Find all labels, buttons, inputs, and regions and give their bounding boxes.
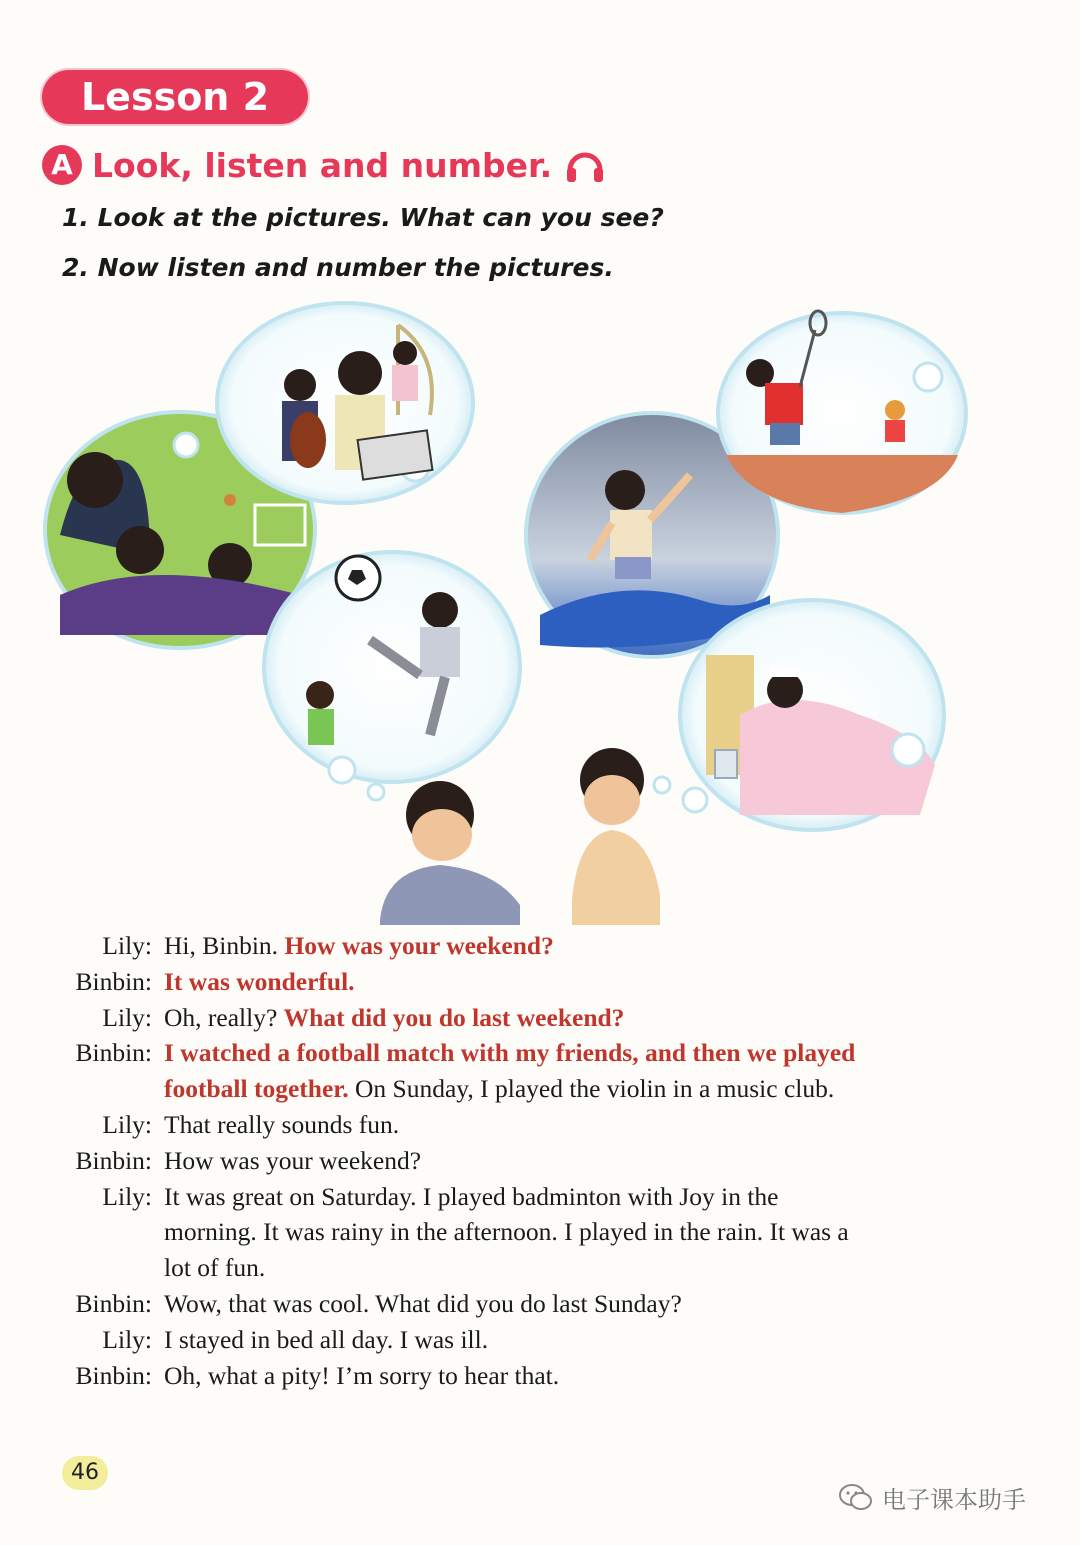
headphones-icon[interactable] (564, 144, 606, 186)
speaker: Lily: (102, 1002, 152, 1032)
speech: I stayed in bed all day. I was ill. (164, 1324, 489, 1354)
dialogue-line (0, 1143, 1080, 1179)
speaker: Lily: (102, 931, 152, 960)
dialogue-line (0, 1322, 1080, 1358)
speech: Oh, what a pity! I’m sorry to hear that. (164, 1360, 560, 1390)
speaker (0, 1250, 152, 1286)
speech: It was great on Saturday. I played badminton with Joy in the (164, 1181, 779, 1211)
dialogue-line (0, 1179, 1080, 1215)
speaker: Lily: (102, 1181, 152, 1211)
speaker (0, 1071, 152, 1107)
speech: How was your weekend? (164, 1145, 422, 1175)
illustration (0, 295, 1080, 925)
dialogue-line (0, 1214, 1080, 1250)
scene-badminton (718, 311, 966, 513)
speech: Hi, Binbin. How was your weekend? (164, 931, 554, 960)
dialogue-line (0, 1000, 1080, 1036)
dialogue-line (0, 1107, 1080, 1143)
speech: football together. On Sunday, I played the violin in a music club. (164, 1074, 835, 1104)
dialogue-line (0, 1250, 1080, 1286)
dialogue-line (0, 928, 1080, 964)
speech: Oh, really? What did you do last weekend? (164, 1002, 625, 1032)
dialogue-line (0, 964, 1080, 1000)
scene-playing-football (264, 552, 520, 800)
speaker: Binbin: (75, 966, 152, 996)
speaker: Binbin: (75, 1145, 152, 1175)
dialogue (0, 928, 1080, 1393)
section-title: Look, listen and number. (92, 145, 553, 185)
dialogue-line (0, 1071, 1080, 1107)
dialogue-line (0, 1286, 1080, 1322)
speech: That really sounds fun. (164, 1109, 400, 1139)
wechat-icon (838, 1483, 874, 1513)
speech: It was wonderful. (164, 966, 355, 996)
speaker: Binbin: (75, 1038, 152, 1068)
dialogue-line (0, 1358, 1080, 1394)
page-number: 46 (62, 1456, 108, 1490)
speaker: Lily: (102, 1324, 152, 1354)
speech: lot of fun. (164, 1253, 266, 1283)
instruction-1: 1. Look at the pictures. What can you see? (62, 203, 664, 232)
speaker (0, 1214, 152, 1250)
instruction-2: 2. Now listen and number the pictures. (62, 253, 614, 282)
speaker: Binbin: (75, 1288, 152, 1318)
lesson-title: Lesson 2 (42, 70, 308, 124)
section-badge: A (42, 145, 82, 185)
speech: morning. It was rainy in the afternoon. I played in the rain. It was a (164, 1217, 849, 1247)
speaker: Lily: (102, 1109, 152, 1139)
section-heading (42, 143, 606, 187)
speech: Wow, that was cool. What did you do last Sunday? (164, 1288, 682, 1318)
speech: I watched a football match with my friends, and then we played (164, 1038, 856, 1068)
watermark (838, 1480, 1026, 1515)
speaker: Binbin: (75, 1360, 152, 1390)
dialogue-line (0, 1035, 1080, 1071)
watermark-text: 电子课本助手 (882, 1486, 1026, 1514)
